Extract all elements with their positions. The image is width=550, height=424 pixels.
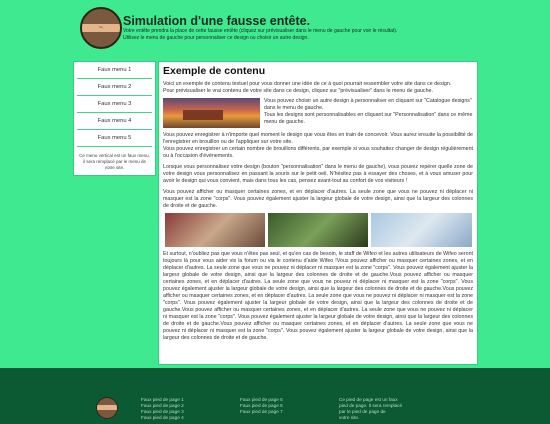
footer-link-4[interactable]: Faux pied de page 4	[141, 415, 184, 420]
footer	[0, 368, 550, 424]
footer-link-2[interactable]: Faux pied de page 2	[141, 403, 184, 408]
subtitle-line-2: Utilisez le menu de gauche pour personnaliser ce design ou choisir un autre design.	[123, 35, 309, 41]
page-title: Simulation d'une fausse entête.	[123, 14, 311, 28]
image-caption	[264, 98, 473, 126]
paragraph-2: Pour prévisualiser le vrai contenu de votre site dans ce design, cliquez sur "prévisualiser" dans le menu de gauche.	[163, 88, 433, 94]
logo-icon: ~	[98, 24, 104, 31]
footer-link-6[interactable]: Faux pied de page 6	[240, 403, 283, 408]
footer-link-7[interactable]: Faux pied de page 7	[240, 409, 283, 414]
header	[0, 0, 550, 58]
image-block	[163, 98, 473, 130]
desert-photo	[163, 98, 260, 128]
paragraph-5: Lorsque vous personnalisez votre design (bouton "personnalisation" dans le menu de gauche), vous pouvez repérer quelle zone de votre design vous personnalisez en passant la souris sur le petit oeil. N'hésitez pas à essayer des choses, et à vous amuser pour avoir le design qui vous convient, mais dans tous les cas, pensez avant-tout au confort de vos visiteurs !	[163, 164, 473, 184]
footer-logo-icon[interactable]	[96, 397, 118, 419]
footer-note-2: pied de page. Il sera remplacé	[339, 403, 403, 408]
image-text-1: Vous pouvez choisir un autre design à personnaliser en cliquant sur "Catalogue designs" dans le menu de gauche.	[264, 98, 472, 111]
footer-link-5[interactable]: Faux pied de page 5	[240, 397, 283, 402]
sidebar-item-1[interactable]: Faux menu 1	[77, 62, 152, 79]
footer-link-3[interactable]: Faux pied de page 3	[141, 409, 184, 414]
paragraph-7: Et surtout, n'oubliez pas que vous n'êtes pas seul, et qu'en cas de besoin, le staff de Wifeo et les autres utilisateurs de Wifeo seront toujours là pour vous aider vis la forum ou via le contenu d'aide Wifeo !Vous pouvez afficher ou masquer certaines zones, et en déplacer d'autres. La seule zone que vous ne pouvez ni déplacer ni masquer est la zone "corps". Vous pouvez également ajuster la largeur globale de votre design, ainsi que la largeur des colonnes de droite et de gauche.Vous pouvez afficher ou masquer certaines zones, et en déplacer d'autres. La seule zone que vous ne pouvez ni déplacer ni masquer est la zone "corps". Vous pouvez également ajuster la largeur globale de votre design, ainsi que la largeur des colonnes de droite et de gauche.Vous pouvez afficher ou masquer certaines zones, et en déplacer d'autres. La seule zone que vous ne pouvez ni déplacer ni masquer est la zone "corps". Vous pouvez également ajuster la largeur globale de votre design, ainsi que la largeur des colonnes de droite et de gauche.Vous pouvez afficher ou masquer certaines zones, et en déplacer d'autres. La seule zone que vous ne pouvez ni déplacer ni masquer est la zone "corps". Vous pouvez également ajuster la largeur globale de votre design, ainsi que la largeur des colonnes de droite et de gauche.Vous pouvez afficher ou masquer certaines zones, et en déplacer d'autres. La seule zone que vous ne pouvez ni déplacer ni masquer est la zone "corps". Vous pouvez également ajuster la largeur globale de votre design, ainsi que la largeur des colonnes de droite et de gauche.	[163, 251, 473, 341]
footer-col-3	[339, 397, 402, 421]
sidebar-note: Ce menu vertical est un faux menu, il sera remplacé par le menu de votre site.	[79, 153, 150, 170]
image-text-2: Tous les designs sont personnalisables en cliquant sur "Personnalisation" dans ce même menu de gauche.	[264, 112, 473, 125]
photo-1	[165, 213, 265, 247]
content-heading: Exemple de contenu	[163, 65, 266, 77]
sidebar-item-2[interactable]: Faux menu 2	[77, 79, 152, 96]
sidebar-item-5[interactable]: Faux menu 5	[77, 130, 152, 147]
footer-note-1: Ce pied de page est un faux	[339, 397, 398, 402]
sidebar-item-4[interactable]: Faux menu 4	[77, 113, 152, 130]
mesa-shape	[183, 110, 223, 120]
footer-link-1[interactable]: Faux pied de page 1	[141, 397, 184, 402]
paragraph-4: Vous pouvez enregistrer un certain nombre de brouillons différents, par exemple si vous souhaitez changer de design régulièrement ou à l'occasion d'évènements.	[163, 146, 473, 159]
photo-strip	[163, 213, 473, 247]
sidebar	[73, 61, 156, 176]
sidebar-item-3[interactable]: Faux menu 3	[77, 96, 152, 113]
site-logo[interactable]	[80, 7, 122, 49]
main-content	[158, 61, 478, 365]
subtitle-line-1: Votre entête prendra la place de cette fausse entête (cliquez sur prévisualiser dans le menu de gauche pour voir le résultat).	[123, 28, 398, 34]
footer-col-1	[141, 397, 184, 421]
sidebar-menu	[74, 62, 155, 147]
paragraph-6: Vous pouvez afficher ou masquer certaines zones, et en déplacer d'autres. La seule zone que vous ne pouvez ni déplacer ni masquer est la zone "corps". Vous pouvez également ajuster la largeur globale de votre design, ainsi que la largeur des colonnes de droite et de gauche.	[163, 189, 473, 209]
paragraph-1: Voici un exemple de contenu textuel pour vous donner une idée de ce à quoi pourrait ressembler votre site dans ce design.	[163, 81, 452, 87]
paragraph-3: Vous pouvez enregistrer à n'importe quel moment le design que vous êtes en train de concevoir. Vous aurez ensuite la possibilité de l'enregistrer en brouillon ou de l'appliquer sur votre site.	[163, 132, 473, 145]
footer-note-3: par le pied de page de	[339, 409, 386, 414]
photo-2	[268, 213, 368, 247]
footer-col-2	[240, 397, 283, 415]
footer-note-4: votre site.	[339, 415, 360, 420]
header-subtitle	[123, 28, 423, 42]
photo-3	[371, 213, 472, 247]
